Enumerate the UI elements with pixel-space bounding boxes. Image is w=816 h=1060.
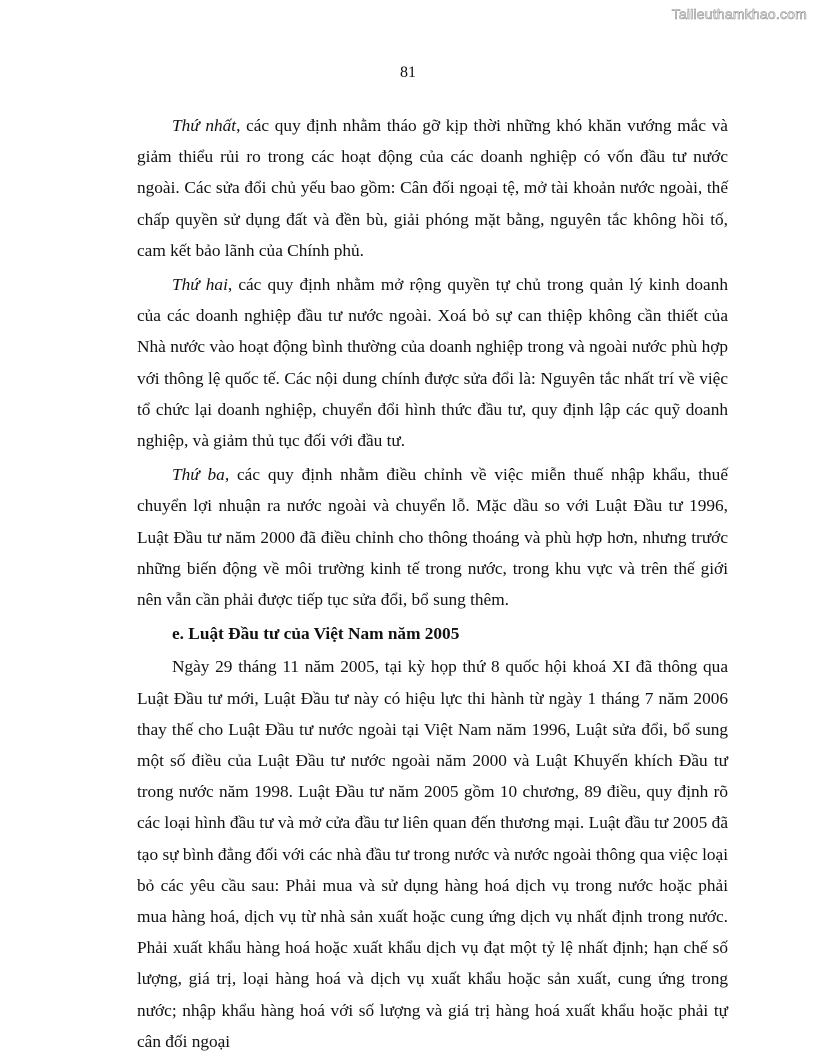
page-number: 81 <box>400 64 416 81</box>
section-paragraph: Ngày 29 tháng 11 năm 2005, tại kỳ họp thứ 8 quốc hội khoá XI đã thông qua Luật Đầu tư mới, Luật Đầu tư này có hiệu lực thi hành từ ngày 1 tháng 7 năm 2006 thay thế cho Luật Đầu tư nước ngoài tại Việt Nam năm 1996, Luật sửa đổi, bổ sung một số điều của Luật Đầu tư nước ngoài năm 2000 và Luật Khuyến khích Đầu tư trong nước năm 1998. Luật Đầu tư năm 2005 gồm 10 chương, 89 điều, quy định rõ các loại hình đầu tư và mở cửa đầu tư liên quan đến thương mại. Luật đầu tư 2005 đã tạo sự bình đẳng đối với các nhà đầu tư trong nước và nước ngoài thông qua việc loại bỏ các yêu cầu sau: Phải mua và sử dụng hàng hoá dịch vụ trong nước hoặc phải mua hàng hoá, dịch vụ từ nhà sản xuất hoặc cung ứng dịch vụ nhất định trong nước. Phải xuất khẩu hàng hoá hoặc xuất khẩu dịch vụ đạt một tỷ lệ nhất định; hạn chế số lượng, giá trị, loại hàng hoá và dịch vụ xuất khẩu hoặc sản xuất, cung ứng trong nước; nhập khẩu hàng hoá với số lượng và giá trị hàng hoá xuất khẩu hoặc phải tự cân đối ngoại <box>137 657 728 1051</box>
paragraph-third <box>137 459 728 615</box>
watermark: Tailieuthamkhao.com <box>671 6 807 22</box>
document-body <box>137 110 728 1060</box>
paragraph-text: , các quy định nhằm mở rộng quyền tự chủ trong quản lý kinh doanh của các doanh nghiệp đầu tư nước ngoài. Xoá bỏ sự can thiệp không cần thiết của Nhà nước vào hoạt động bình thường của doanh nghiệp trong và ngoài nước phù hợp với thông lệ quốc tế. Các nội dung chính được sửa đổi là: Nguyên tắc nhất trí về việc tổ chức lại doanh nghiệp, chuyển đổi hình thức đầu tư, quy định lập các quỹ doanh nghiệp, và giảm thủ tục đối với đầu tư. <box>137 275 728 451</box>
paragraph-first <box>137 110 728 266</box>
paragraph-text: , các quy định nhằm tháo gỡ kịp thời những khó khăn vướng mắc và giảm thiểu rủi ro trong các hoạt động của các doanh nghiệp có vốn đầu tư nước ngoài. Các sửa đổi chủ yếu bao gồm: Cân đối ngoại tệ, mở tài khoản nước ngoài, thế chấp quyền sử dụng đất và đền bù, giải phóng mặt bằng, nguyên tắc không hồi tố, cam kết bảo lãnh của Chính phủ. <box>137 116 728 260</box>
section-heading: e. Luật Đầu tư của Việt Nam năm 2005 <box>172 624 460 644</box>
paragraph-lead: Thứ hai <box>172 275 228 295</box>
paragraph-second <box>137 269 728 456</box>
paragraph-lead: Thứ nhất <box>172 116 237 135</box>
paragraph-lead: Thứ ba <box>172 465 225 485</box>
paragraph-text: , các quy định nhằm điều chỉnh về việc miễn thuế nhập khẩu, thuế chuyển lợi nhuận ra nước ngoài và chuyển lỗ. Mặc dầu so với Luật Đầu tư 1996, Luật Đầu tư năm 2000 đã điều chỉnh cho thông thoáng và phù hợp hơn, nhưng trước những biến động về môi trường kinh tế trong nước, trong khu vực và trên thế giới nên vẫn cần phải được tiếp tục sửa đổi, bổ sung thêm. <box>137 465 728 610</box>
